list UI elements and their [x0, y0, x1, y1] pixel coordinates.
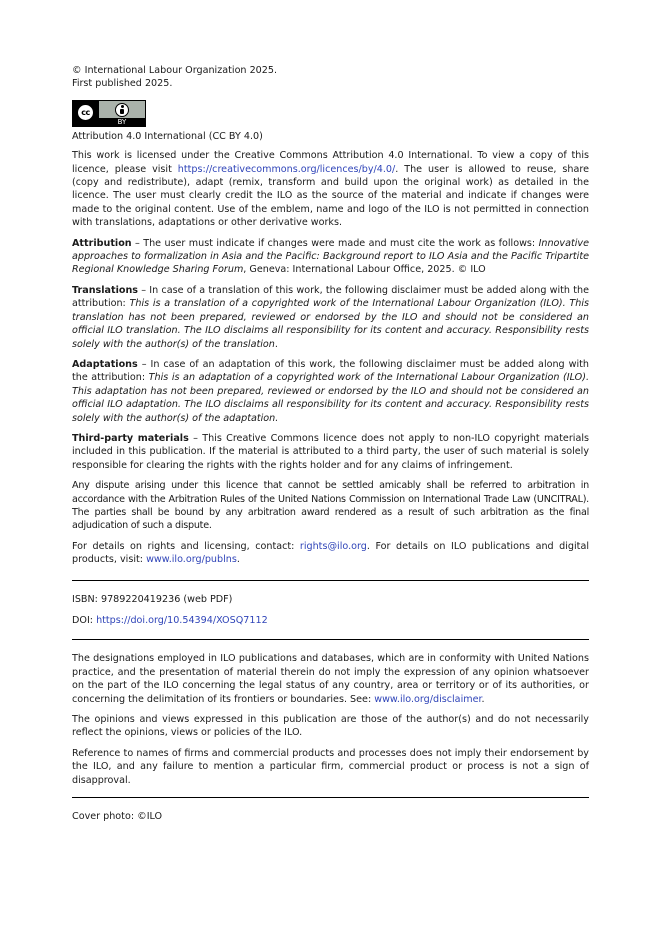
cc-by-licence-badge[interactable] [72, 100, 146, 127]
translations-end: . [274, 338, 278, 350]
badge-by-label: BY [117, 117, 127, 126]
designations-text: The designations employed in ILO publications and databases, which are in conformity with United Nations practice, and the presentation of material therein do not imply the expression of any opinion whatsoever on the part of the ILO concerning the legal status of any country, area or territory or of its authorities, or concerning the delimitation of its frontiers or boundaries. See: [72, 653, 589, 705]
creative-commons-licence-link[interactable]: https://creativecommons.org/licences/by/4.0/ [177, 163, 396, 175]
contact-text-1: For details on rights and licensing, contact: [72, 540, 300, 552]
attribution-text: – The user must indicate if changes were made and must cite the work as follows: [131, 237, 539, 249]
translations-text: – In case of a translation of this work, the following disclaimer must be added along with the attribution: [72, 284, 589, 310]
contact-text-3: . [236, 554, 240, 566]
adaptations-disclaimer: This is an adaptation of a copyrighted work of the International Labour Organization (ILO). This adaptation has not been prepared, reviewed or endorsed by the ILO and should not be considered an official ILO adaptation. The ILO disclaims all responsibility for its content and accuracy. Responsibility rests solely with the author(s) of the adaptation. [72, 372, 590, 424]
person-body-shape [120, 109, 124, 114]
third-party-heading: Third-party materials [72, 432, 189, 444]
first-published: First published 2025. [72, 78, 173, 90]
citation-rest: , Geneva: International Labour Office, 2025. © ILO [243, 264, 486, 276]
divider-1 [72, 580, 589, 581]
publications-link[interactable]: www.ilo.org/publns [146, 554, 237, 566]
designations-end: . [481, 693, 485, 705]
attribution-paragraph [72, 237, 589, 277]
doi-label: DOI: [72, 615, 97, 626]
creative-commons-icon: cc [76, 103, 95, 122]
copyright-page [72, 64, 589, 831]
cover-photo-credit: Cover photo: ©ILO [72, 811, 163, 823]
contact-text-2: . For details on ILO publications and digital products, visit: [72, 540, 589, 566]
licence-paragraph [72, 149, 589, 229]
opinions-disclaimer: The opinions and views expressed in this publication are those of the author(s) and do not necessarily reflect the opinions, views or policies of the ILO. [72, 714, 589, 739]
references-disclaimer: Reference to names of firms and commercial products and processes does not imply their endorsement by the ILO, and any failure to mention a particular firm, commercial product or process is not a sign of disapproval. [72, 747, 589, 786]
doi-line [72, 614, 589, 627]
designations-disclaimer [72, 652, 589, 706]
third-party-paragraph [72, 432, 589, 472]
disclaimer-link[interactable]: www.ilo.org/disclaimer [374, 693, 482, 705]
citation-title: Innovative approaches to formalization in Asia and the Pacific: Background report to ILO Asia and the Pacific Tripartite Regional Knowledge Sharing Forum [72, 237, 589, 276]
attribution-heading: Attribution [72, 237, 132, 249]
licence-text-end: . The user is allowed to reuse, share (copy and redistribute), adapt (remix, transform and build upon the original work) as detailed in the licence. The user must clearly credit the ILO as the source of the material and indicate if changes were made to the original content. Use of the emblem, name and logo of the ILO is not permitted in connection with translations, adaptations or other derivative works. [72, 163, 589, 229]
translations-paragraph [72, 284, 589, 351]
rights-email-link[interactable]: rights@ilo.org [299, 540, 367, 552]
divider-2 [72, 639, 589, 640]
adaptations-text: – In case of an adaptation of this work, the following disclaimer must be added along with the attribution: [72, 358, 589, 384]
translations-disclaimer: This is a translation of a copyrighted work of the International Labour Organization (ILO). This translation has not been prepared, reviewed or endorsed by the ILO and should not be considered an official ILO translation. The ILO disclaims all responsibility for its content and accuracy. Responsibility rests solely with the author(s) of the translation [72, 298, 589, 350]
isbn: ISBN: 9789220419236 (web PDF) [72, 593, 233, 605]
divider-3 [72, 797, 589, 798]
person-head-shape [121, 105, 124, 108]
dispute-paragraph: Any dispute arising under this licence that cannot be settled amicably shall be referred to arbitration in accordance with the Arbitration Rules of the United Nations Commission on International Trade Law (UNCITRAL). The parties shall be bound by any arbitration award rendered as a result of such arbitration as the final adjudication of such a dispute. [72, 480, 589, 532]
attribution-person-icon [115, 103, 129, 117]
copyright-notice: © International Labour Organization 2025. [72, 65, 278, 76]
translations-heading: Translations [72, 284, 139, 296]
adaptations-heading: Adaptations [72, 358, 138, 370]
adaptations-paragraph [72, 358, 589, 425]
licence-text-start: This work is licensed under the Creative Commons Attribution 4.0 International. To view a copy of this licence, please visit [72, 150, 589, 175]
contact-paragraph [72, 540, 589, 567]
third-party-text: – This Creative Commons licence does not apply to non-ILO copyright materials included in this publication. If the material is attributed to a third party, the user of such material is solely responsible for clearing the rights with the rights holder and for any claims of infringement. [72, 432, 589, 471]
licence-name: Attribution 4.0 International (CC BY 4.0) [72, 130, 263, 142]
doi-link[interactable]: https://doi.org/10.54394/XOSQ7112 [96, 615, 268, 626]
